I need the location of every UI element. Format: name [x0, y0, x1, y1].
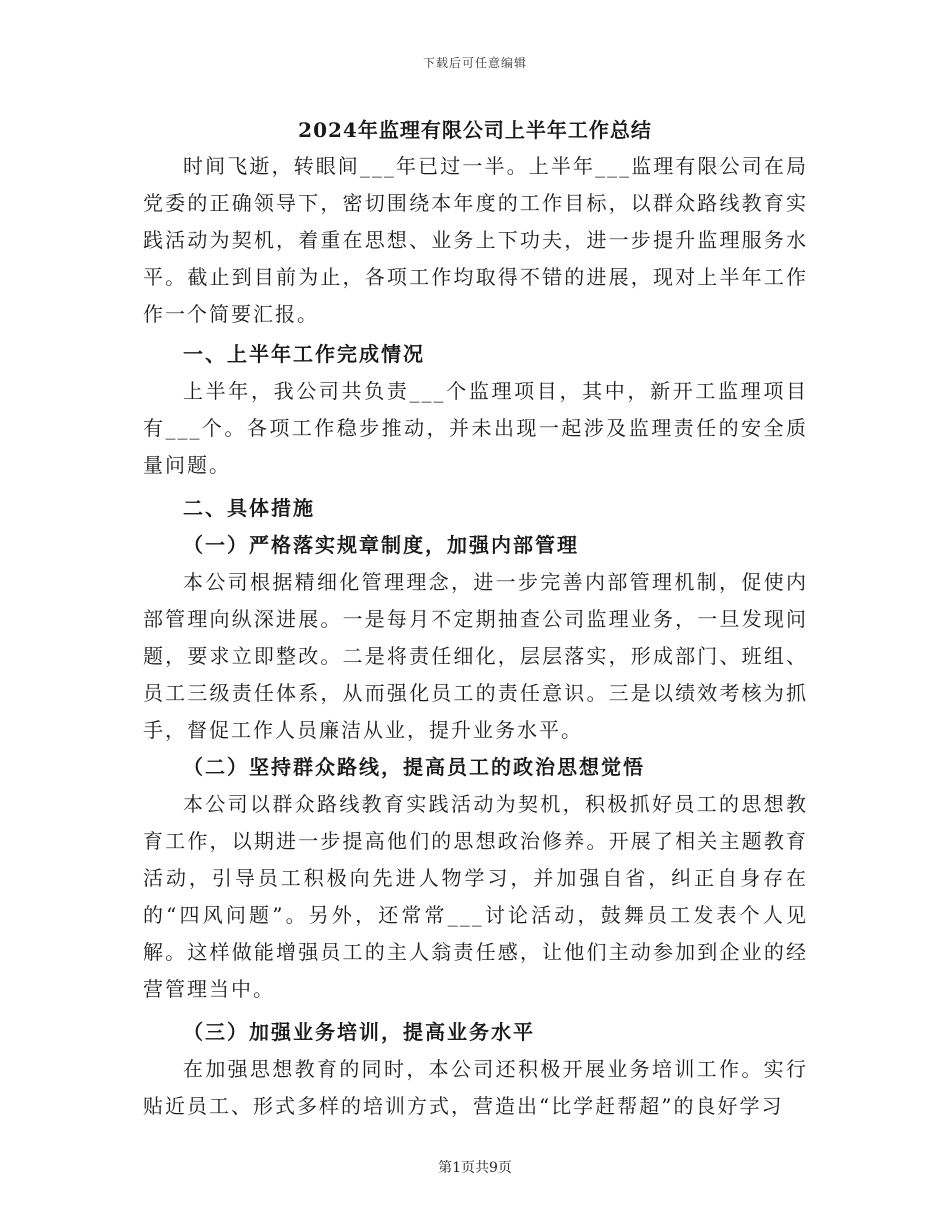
subsection-heading-training: （三）加强业务培训，提高业务水平: [183, 1020, 535, 1044]
management-paragraph: 本公司根据精细化管理理念，进一步完善内部管理机制，促使内部管理向纵深进展。一是每月不定期抽查公司监理业务，一旦发现问题，要求立即整改。二是将责任细化，层层落实，形成部门、班组、员工三级责任体系，从而强化员工的责任意识。三是以绩效考核为抓手，督促工作人员廉洁从业，提升业务水平。: [143, 570, 808, 742]
subsection-heading-management: （一）严格落实规章制度，加强内部管理: [183, 533, 579, 557]
document-body: [143, 148, 808, 1125]
intro-paragraph: 时间飞逝，转眼间___年已过一半。上半年___监理有限公司在局党委的正确领导下，密切围绕本年度的工作目标，以群众路线教育实践活动为契机，着重在思想、业务上下功夫，进一步提升监理服务水平。截止到目前为止，各项工作均取得不错的进展，现对上半年工作作一个简要汇报。: [143, 154, 808, 326]
political-paragraph: 本公司以群众路线教育实践活动为契机，积极抓好员工的思想教育工作，以期进一步提高他们的思想政治修养。开展了相关主题教育活动，引导员工积极向先进人物学习，并加强自省，纠正自身存在的“四风问题”。另外，还常常___讨论活动，鼓舞员工发表个人见解。这样做能增强员工的主人翁责任感，让他们主动参加到企业的经营管理当中。: [143, 792, 808, 1001]
section-heading-completion: 一、上半年工作完成情况: [183, 342, 425, 366]
document-title: 2024年监理有限公司上半年工作总结: [298, 118, 652, 142]
subsection-heading-political: （二）坚持群众路线，提高员工的政治思想觉悟: [183, 755, 645, 779]
training-paragraph: 在加强思想教育的同时，本公司还积极开展业务培训工作。实行贴近员工、形式多样的培训方式，营造出“比学赶帮超”的良好学习: [143, 1057, 808, 1118]
page-header-note: 下载后可任意编辑: [422, 56, 527, 70]
section-heading-measures: 二、具体措施: [183, 496, 315, 520]
page-number: 第1页共9页: [438, 1160, 512, 1176]
completion-paragraph: 上半年，我公司共负责___个监理项目，其中，新开工监理项目有___个。各项工作稳步推动，并未出现一起涉及监理责任的安全质量问题。: [143, 379, 808, 477]
